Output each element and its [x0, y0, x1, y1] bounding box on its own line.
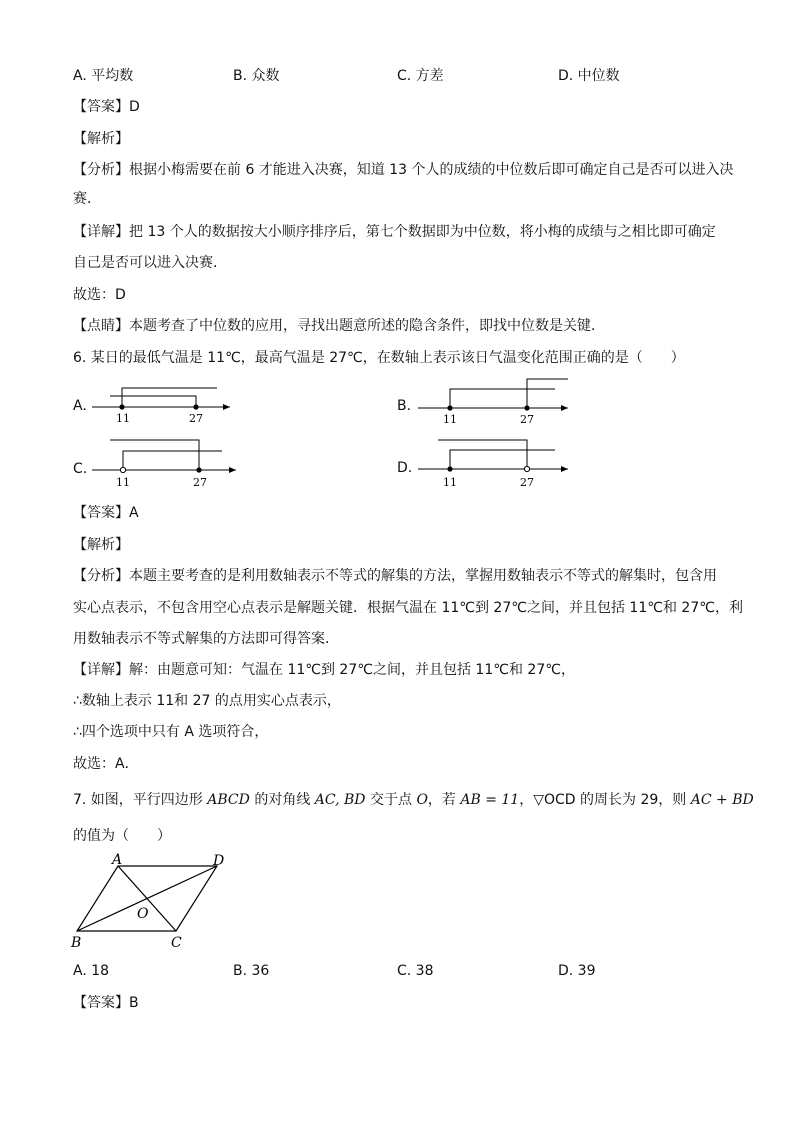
solid-dot-icon [196, 467, 201, 472]
q5-choose: 故选：D [73, 287, 126, 303]
q7-stem-line2: 的值为（ ） [73, 828, 171, 844]
numberline-b-ray-high [527, 379, 568, 408]
q7-answer: 【答案】B [73, 995, 139, 1011]
solid-dot-icon [193, 404, 198, 409]
numberline-d-ray-low [450, 450, 555, 469]
q6-choose: 故选：A． [73, 756, 139, 772]
q6-option-c-label: C. [73, 461, 88, 477]
q7-stem-text: 的对角线 [249, 792, 315, 808]
q5-analysis-line1: 【分析】根据小梅需要在前 6 才能进入决赛，知道 13 个人的成绩的中位数后即可确定自己是否可以进入决 [73, 162, 734, 178]
q7-point-o: O [416, 792, 428, 808]
q5-comment: 【点睛】本题考查了中位数的应用，寻找出题意所述的隐含条件，即找中位数是关键． [73, 318, 605, 334]
q6-detail-line3: ∴四个选项中只有 A 选项符合， [73, 724, 269, 740]
q6-numberline-figures [0, 0, 794, 500]
q6-option-d-label: D. [397, 460, 413, 476]
numberline-c [92, 440, 236, 489]
tick-label-27: 27 [520, 413, 534, 426]
numberline-b [418, 379, 568, 426]
vertex-label-c: C [171, 935, 182, 951]
numberline-d [418, 440, 568, 489]
q6-analysis-line3: 用数轴表示不等式解集的方法即可得答案． [73, 631, 339, 647]
tick-label-11: 11 [116, 476, 130, 489]
q5-jiexi: 【解析】 [73, 131, 129, 147]
tick-label-11: 11 [443, 413, 457, 426]
tick-label-11: 11 [443, 476, 457, 489]
q5-option-d: D. 中位数 [558, 68, 620, 84]
hollow-dot-icon [120, 467, 125, 472]
q6-option-b-label: B. [397, 398, 412, 414]
arrowhead-icon [561, 466, 568, 472]
q6-detail-line1: 【详解】解：由题意可知：气温在 11℃到 27℃之间，并且包括 11℃和 27℃， [73, 662, 575, 678]
q6-stem: 6. 某日的最低气温是 11℃，最高气温是 27℃，在数轴上表示该日气温变化范围正确的是（ ） [73, 350, 685, 366]
q7-option-c: C. 38 [397, 963, 434, 979]
q5-detail-line1: 【详解】把 13 个人的数据按大小顺序排序后，第七个数据即为中位数，将小梅的成绩与之相比即可确定 [73, 224, 716, 240]
solid-dot-icon [447, 466, 452, 471]
q6-jiexi: 【解析】 [73, 537, 129, 553]
arrowhead-icon [229, 467, 236, 473]
q7-parallelogram-figure [60, 848, 240, 952]
q7-stem-text: 交于点 [365, 792, 417, 808]
vertex-label-a: A [112, 852, 123, 868]
numberline-c-ray-low [123, 451, 222, 470]
vertex-label-d: D [213, 853, 225, 869]
q7-ac-plus-bd: AC + BD [690, 792, 754, 808]
q7-ab-value: AB = 11 [460, 792, 520, 808]
q7-option-d: D. 39 [558, 963, 596, 979]
arrowhead-icon [223, 404, 230, 410]
q6-analysis-line1: 【分析】本题主要考查的是利用数轴表示不等式的解集的方法，掌握用数轴表示不等式的解集时，包含用 [73, 568, 717, 584]
hollow-dot-icon [524, 466, 529, 471]
q7-stem-text: 7. 如图，平行四边形 [73, 792, 208, 808]
numberline-b-ray-low [450, 389, 555, 408]
q5-option-a: A. 平均数 [73, 68, 134, 84]
vertex-label-b: B [71, 935, 82, 951]
q6-detail-line2: ∴数轴上表示 11和 27 的点用实心点表示， [73, 693, 341, 709]
q5-answer: 【答案】D [73, 99, 140, 115]
numberline-a-ray-low [122, 388, 217, 407]
solid-dot-icon [119, 404, 124, 409]
q7-option-a: A. 18 [73, 963, 110, 979]
numberline-a [92, 388, 230, 425]
q5-detail-line2: 自己是否可以进入决赛． [73, 255, 227, 271]
q6-answer: 【答案】A [73, 505, 139, 521]
q7-stem-line1 [73, 790, 754, 810]
tick-label-27: 27 [193, 476, 207, 489]
q7-parallelogram-name: ABCD [207, 792, 250, 808]
tick-label-11: 11 [116, 412, 130, 425]
center-label-o: O [137, 906, 149, 922]
q6-option-a-label: A. [73, 398, 87, 414]
solid-dot-icon [447, 405, 452, 410]
q7-stem-text: ，若 [427, 792, 461, 808]
q7-option-b: B. 36 [233, 963, 270, 979]
arrowhead-icon [561, 405, 568, 411]
tick-label-27: 27 [189, 412, 203, 425]
solid-dot-icon [524, 405, 529, 410]
q5-analysis-line2: 赛． [73, 191, 101, 207]
q5-option-c: C. 方差 [397, 68, 444, 84]
q6-analysis-line2: 实心点表示，不包含用空心点表示是解题关键．根据气温在 11℃到 27℃之间，并且包括 11℃和 27℃，利 [73, 600, 743, 616]
q7-diagonals: AC, BD [314, 792, 366, 808]
q5-option-b: B. 众数 [233, 68, 280, 84]
q7-stem-text: ，▽OCD 的周长为 29，则 [519, 792, 691, 808]
tick-label-27: 27 [520, 476, 534, 489]
numberline-d-ray-high [438, 440, 527, 469]
